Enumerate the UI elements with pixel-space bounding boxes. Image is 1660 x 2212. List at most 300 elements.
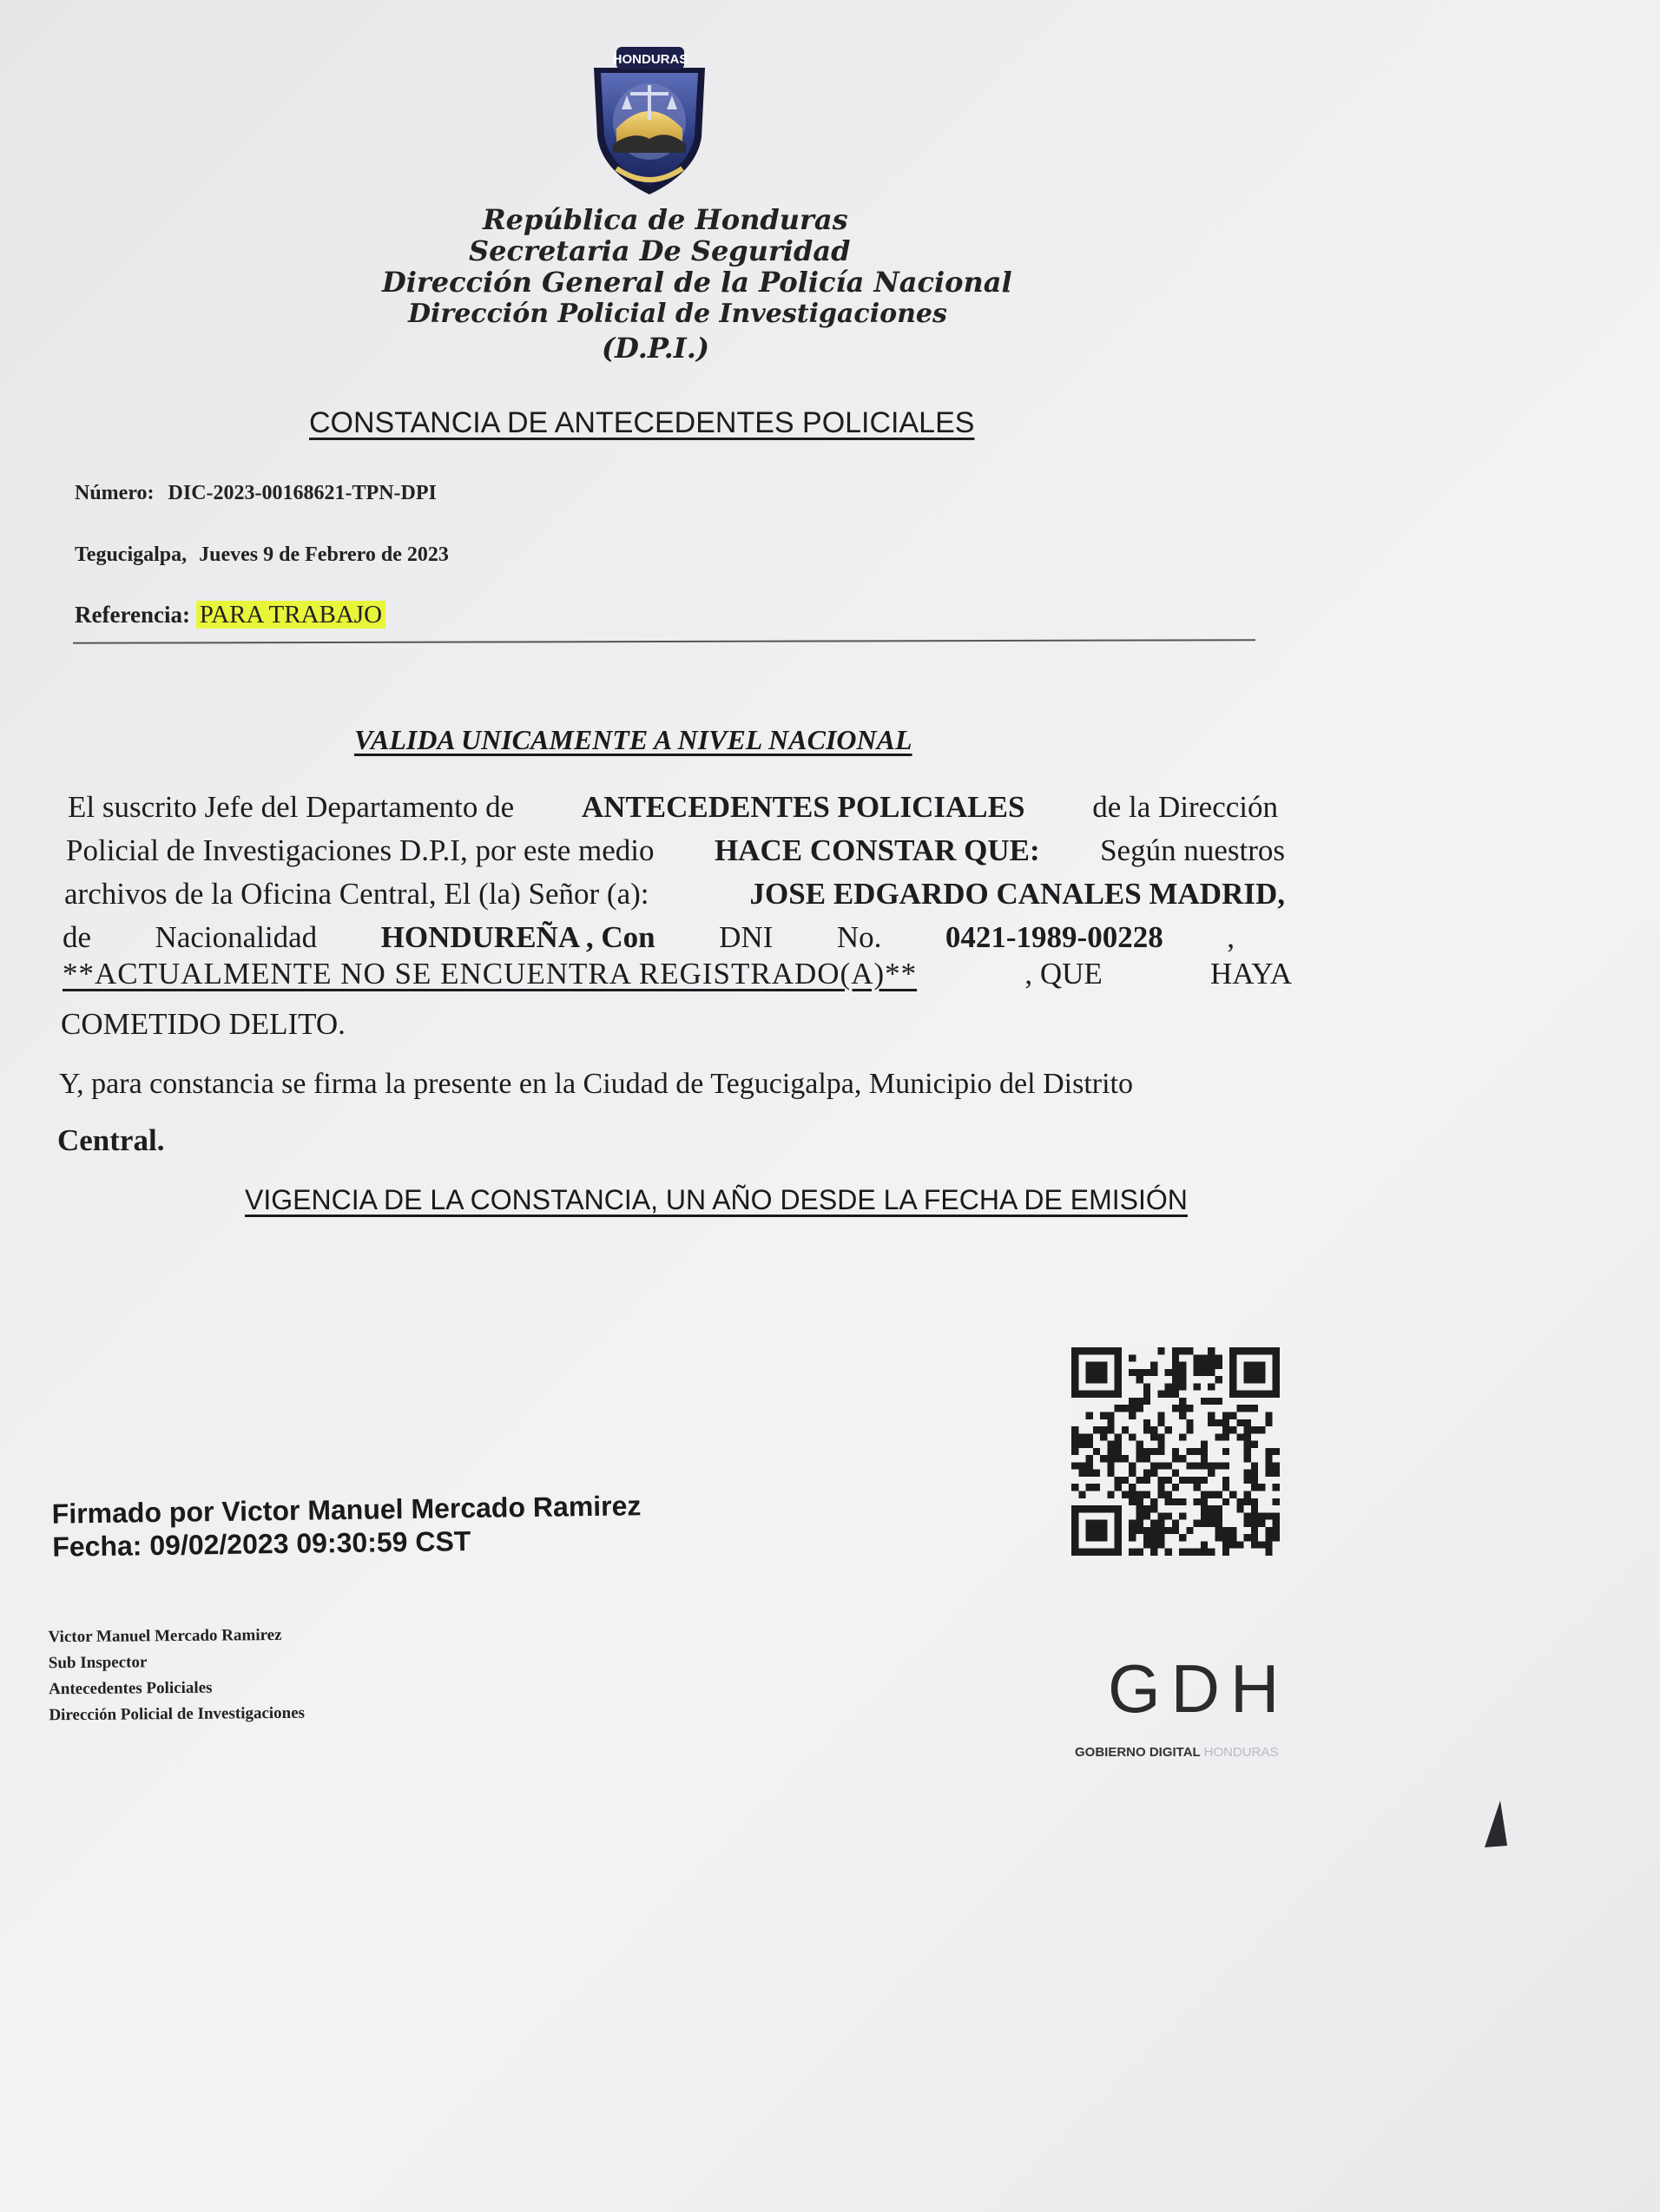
- qr-module: [1078, 1491, 1085, 1498]
- qr-module: [1165, 1498, 1172, 1505]
- qr-module: [1215, 1354, 1222, 1361]
- qr-module: [1265, 1549, 1272, 1556]
- qr-module: [1071, 1462, 1078, 1469]
- qr-module: [1179, 1549, 1186, 1556]
- qr-module: [1215, 1462, 1222, 1469]
- nationality: HONDUREÑA , Con: [380, 920, 655, 954]
- qr-module: [1265, 1448, 1272, 1455]
- gdh-sub-a: GOBIERNO DIGITAL: [1075, 1745, 1201, 1760]
- qr-module: [1179, 1369, 1186, 1376]
- qr-module: [1244, 1405, 1251, 1412]
- body-text: , QUE: [1024, 957, 1103, 991]
- qr-module: [1208, 1505, 1215, 1512]
- qr-module: [1194, 1383, 1201, 1390]
- qr-module: [1179, 1498, 1186, 1505]
- qr-module: [1172, 1369, 1179, 1376]
- qr-module: [1265, 1462, 1272, 1469]
- qr-module: [1194, 1462, 1201, 1469]
- qr-module: [1194, 1520, 1201, 1527]
- qr-module: [1201, 1520, 1208, 1527]
- qr-module: [1150, 1527, 1157, 1534]
- qr-module: [1122, 1491, 1129, 1498]
- qr-module: [1194, 1354, 1201, 1361]
- qr-module: [1115, 1448, 1122, 1455]
- qr-module: [1071, 1441, 1078, 1448]
- qr-module: [1107, 1491, 1114, 1498]
- body-emphasis: ANTECEDENTES POLICIALES: [581, 790, 1025, 824]
- qr-module: [1222, 1412, 1229, 1419]
- qr-module: [1122, 1426, 1129, 1433]
- qr-module: [1157, 1391, 1164, 1398]
- qr-module: [1115, 1405, 1122, 1412]
- qr-module: [1229, 1491, 1236, 1498]
- header-secretaria: Secretaria De Seguridad: [469, 234, 851, 267]
- qr-module: [1251, 1477, 1258, 1484]
- qr-module: [1172, 1391, 1179, 1398]
- qr-module: [1273, 1484, 1280, 1491]
- qr-module: [1107, 1455, 1114, 1462]
- qr-module: [1179, 1455, 1186, 1462]
- qr-module: [1251, 1527, 1258, 1534]
- qr-module: [1201, 1462, 1208, 1469]
- qr-module: [1115, 1455, 1122, 1462]
- qr-module: [1265, 1534, 1272, 1541]
- qr-module: [1244, 1419, 1251, 1426]
- qr-module: [1129, 1354, 1136, 1361]
- qr-module: [1258, 1512, 1265, 1519]
- qr-module: [1215, 1419, 1222, 1426]
- qr-module: [1215, 1520, 1222, 1527]
- qr-module: [1078, 1433, 1085, 1440]
- separator-rule: [73, 639, 1255, 644]
- qr-module: [1172, 1520, 1179, 1527]
- qr-module: [1179, 1433, 1186, 1440]
- qr-module: [1086, 1462, 1093, 1469]
- qr-module: [1215, 1534, 1222, 1541]
- qr-module: [1165, 1477, 1172, 1484]
- signed-date: Fecha: 09/02/2023 09:30:59 CST: [52, 1525, 471, 1563]
- qr-module: [1150, 1505, 1157, 1512]
- qr-module: [1222, 1549, 1229, 1556]
- qr-module: [1208, 1412, 1215, 1419]
- qr-module: [1251, 1426, 1258, 1433]
- signer-rank: Sub Inspector: [48, 1653, 148, 1673]
- qr-module: [1086, 1441, 1093, 1448]
- qr-module: [1229, 1534, 1236, 1541]
- qr-module: [1208, 1549, 1215, 1556]
- qr-module: [1157, 1419, 1164, 1426]
- body-text: DNI: [719, 920, 774, 954]
- qr-module: [1258, 1484, 1265, 1491]
- body-text: El suscrito Jefe del Departamento de: [68, 790, 515, 824]
- qr-module: [1251, 1441, 1258, 1448]
- qr-module: [1208, 1520, 1215, 1527]
- signer-division: Dirección Policial de Investigaciones: [49, 1703, 306, 1725]
- qr-module: [1150, 1520, 1157, 1527]
- qr-module: [1100, 1412, 1107, 1419]
- qr-module: [1157, 1347, 1164, 1354]
- qr-module: [1265, 1419, 1272, 1426]
- qr-module: [1172, 1484, 1179, 1491]
- qr-module: [1215, 1362, 1222, 1369]
- qr-module: [1251, 1484, 1258, 1491]
- qr-module: [1129, 1520, 1136, 1527]
- qr-module: [1215, 1376, 1222, 1383]
- qr-module: [1157, 1448, 1164, 1455]
- qr-module: [1100, 1433, 1107, 1440]
- qr-module: [1172, 1470, 1179, 1477]
- qr-module: [1157, 1477, 1164, 1484]
- qr-module: [1265, 1527, 1272, 1534]
- emblem-text: HONDURAS: [612, 52, 688, 67]
- digital-signature: [52, 1489, 642, 1563]
- qr-module: [1107, 1448, 1114, 1455]
- qr-module: [1150, 1433, 1157, 1440]
- qr-module: [1157, 1412, 1164, 1419]
- body-text: ,: [1227, 920, 1235, 954]
- qr-module: [1201, 1549, 1208, 1556]
- qr-module: [1093, 1484, 1100, 1491]
- qr-module: [1172, 1448, 1179, 1455]
- qr-module: [1208, 1470, 1215, 1477]
- qr-module: [1251, 1512, 1258, 1519]
- qr-module: [1143, 1541, 1150, 1548]
- qr-module: [1208, 1354, 1215, 1361]
- qr-module: [1086, 1433, 1093, 1440]
- qr-module: [1194, 1362, 1201, 1369]
- qr-module: [1236, 1419, 1243, 1426]
- qr-module: [1194, 1549, 1201, 1556]
- numero-label: Número:: [75, 482, 155, 504]
- qr-module: [1157, 1534, 1164, 1541]
- qr-module: [1143, 1448, 1150, 1455]
- qr-module: [1265, 1412, 1272, 1419]
- qr-module: [1136, 1498, 1143, 1505]
- qr-module: [1129, 1534, 1136, 1541]
- header-republic: República de Honduras: [483, 203, 848, 236]
- body-line-2: [66, 833, 1285, 868]
- qr-module: [1179, 1534, 1186, 1541]
- qr-module: [1086, 1412, 1093, 1419]
- qr-module: [1165, 1426, 1172, 1433]
- qr-module: [1136, 1505, 1143, 1512]
- qr-module: [1136, 1527, 1143, 1534]
- qr-module: [1165, 1369, 1172, 1376]
- qr-module: [1150, 1426, 1157, 1433]
- qr-module: [1201, 1541, 1208, 1548]
- qr-module: [1136, 1491, 1143, 1498]
- qr-module: [1273, 1448, 1280, 1455]
- qr-module: [1215, 1512, 1222, 1519]
- qr-module: [1236, 1505, 1243, 1512]
- qr-module: [1129, 1405, 1136, 1412]
- qr-module: [1229, 1541, 1236, 1548]
- qr-module: [1136, 1376, 1143, 1383]
- qr-module: [1143, 1512, 1150, 1519]
- body-emphasis: HACE CONSTAR QUE:: [714, 833, 1040, 867]
- qr-module: [1236, 1498, 1243, 1505]
- qr-module: [1165, 1491, 1172, 1498]
- qr-module: [1129, 1470, 1136, 1477]
- qr-module: [1136, 1369, 1143, 1376]
- qr-module: [1157, 1462, 1164, 1469]
- body-line-6: COMETIDO DELITO.: [61, 1007, 346, 1041]
- qr-module: [1172, 1498, 1179, 1505]
- qr-module: [1201, 1512, 1208, 1519]
- qr-module: [1107, 1426, 1114, 1433]
- signer-name: Victor Manuel Mercado Ramirez: [48, 1625, 282, 1647]
- qr-module: [1244, 1512, 1251, 1519]
- qr-module: [1115, 1441, 1122, 1448]
- body-text: Policial de Investigaciones D.P.I, por este medio: [66, 833, 655, 867]
- qr-module: [1093, 1448, 1100, 1455]
- qr-module: [1222, 1462, 1229, 1469]
- qr-module: [1143, 1505, 1150, 1512]
- qr-module: [1186, 1347, 1193, 1354]
- qr-module: [1201, 1369, 1208, 1376]
- qr-module: [1222, 1419, 1229, 1426]
- qr-module: [1222, 1426, 1229, 1433]
- qr-module: [1215, 1491, 1222, 1498]
- qr-module: [1208, 1491, 1215, 1498]
- qr-module: [1143, 1369, 1150, 1376]
- qr-module: [1244, 1520, 1251, 1527]
- qr-module: [1143, 1534, 1150, 1541]
- qr-module: [1251, 1405, 1258, 1412]
- body-line-5: [63, 957, 1292, 991]
- qr-module: [1201, 1477, 1208, 1484]
- qr-module: [1186, 1462, 1193, 1469]
- qr-module: [1251, 1505, 1258, 1512]
- qr-module: [1143, 1391, 1150, 1398]
- body-line-3: [64, 877, 1285, 912]
- qr-module: [1179, 1362, 1186, 1369]
- qr-module: [1244, 1498, 1251, 1505]
- qr-module: [1129, 1369, 1136, 1376]
- qr-module: [1122, 1405, 1129, 1412]
- qr-module: [1201, 1398, 1208, 1405]
- qr-module: [1136, 1549, 1143, 1556]
- qr-module: [1129, 1398, 1136, 1405]
- closing-line-2: Central.: [57, 1123, 165, 1157]
- qr-module: [1179, 1376, 1186, 1383]
- qr-module: [1179, 1412, 1186, 1419]
- qr-module: [1201, 1448, 1208, 1455]
- qr-module: [1179, 1512, 1186, 1519]
- qr-module: [1150, 1462, 1157, 1469]
- corner-mark: [1481, 1801, 1511, 1849]
- gdh-logo: GDH: [1108, 1650, 1290, 1727]
- qr-module: [1186, 1477, 1193, 1484]
- qr-module: [1229, 1426, 1236, 1433]
- qr-module: [1136, 1405, 1143, 1412]
- qr-module: [1208, 1383, 1215, 1390]
- dni-number: 0421-1989-00228: [945, 920, 1163, 954]
- qr-module: [1201, 1491, 1208, 1498]
- qr-module: [1222, 1534, 1229, 1541]
- qr-module: [1273, 1534, 1280, 1541]
- qr-module: [1265, 1512, 1272, 1519]
- qr-module: [1244, 1491, 1251, 1498]
- body-text: No.: [836, 920, 882, 954]
- header-direccion-general: Dirección General de la Policía Nacional: [382, 266, 1012, 299]
- qr-module: [1157, 1527, 1164, 1534]
- qr-module: [1179, 1347, 1186, 1354]
- header-direccion-policial: Dirección Policial de Investigaciones: [408, 299, 947, 329]
- qr-module: [1215, 1433, 1222, 1440]
- qr-module: [1136, 1455, 1143, 1462]
- qr-module: [1100, 1426, 1107, 1433]
- vigencia-note: VIGENCIA DE LA CONSTANCIA, UN AÑO DESDE LA FECHA DE EMISIÓN: [245, 1184, 1188, 1215]
- referencia-line: [75, 601, 385, 629]
- qr-module: [1165, 1383, 1172, 1390]
- qr-module: [1208, 1419, 1215, 1426]
- qr-module: [1086, 1455, 1093, 1462]
- gdh-sub-b: HONDURAS: [1203, 1745, 1279, 1760]
- qr-module: [1208, 1398, 1215, 1405]
- qr-module: [1265, 1470, 1272, 1477]
- qr-module: [1136, 1520, 1143, 1527]
- document-title: CONSTANCIA DE ANTECEDENTES POLICIALES: [309, 406, 975, 439]
- qr-module: [1194, 1498, 1201, 1505]
- qr-module: [1265, 1541, 1272, 1548]
- qr-module: [1172, 1376, 1179, 1383]
- qr-module: [1172, 1347, 1179, 1354]
- qr-module: [1143, 1383, 1150, 1390]
- qr-module: [1194, 1448, 1201, 1455]
- body-text: Nacionalidad: [155, 920, 318, 954]
- qr-module: [1071, 1484, 1078, 1491]
- qr-module: [1157, 1484, 1164, 1491]
- body-line-4: [63, 920, 1235, 955]
- qr-module: [1251, 1541, 1258, 1548]
- qr-module: [1157, 1512, 1164, 1519]
- qr-module: [1229, 1412, 1236, 1419]
- qr-module: [1165, 1391, 1172, 1398]
- qr-module: [1258, 1541, 1265, 1548]
- qr-module: [1194, 1477, 1201, 1484]
- date-line: [75, 543, 449, 567]
- qr-module: [1244, 1477, 1251, 1484]
- qr-module: [1143, 1426, 1150, 1433]
- qr-code: [1071, 1344, 1280, 1559]
- qr-module: [1244, 1441, 1251, 1448]
- qr-module: [1150, 1448, 1157, 1455]
- qr-module: [1186, 1426, 1193, 1433]
- qr-module: [1194, 1484, 1201, 1491]
- signer-dept: Antecedentes Policiales: [49, 1678, 213, 1699]
- qr-module: [1236, 1541, 1243, 1548]
- qr-module: [1136, 1512, 1143, 1519]
- qr-module: [1143, 1477, 1150, 1484]
- closing-line-1: Y, para constancia se firma la presente en la Ciudad de Tegucigalpa, Municipio del Distrito: [59, 1068, 1133, 1100]
- qr-module: [1201, 1354, 1208, 1361]
- qr-module: [1236, 1433, 1243, 1440]
- numero-value: DIC-2023-00168621-TPN-DPI: [168, 482, 437, 504]
- qr-module: [1179, 1383, 1186, 1390]
- qr-module: [1122, 1455, 1129, 1462]
- honduras-police-emblem: [582, 42, 717, 198]
- qr-module: [1201, 1498, 1208, 1505]
- qr-module: [1222, 1527, 1229, 1534]
- qr-module: [1201, 1455, 1208, 1462]
- qr-module: [1251, 1534, 1258, 1541]
- qr-module: [1150, 1549, 1157, 1556]
- qr-module: [1186, 1549, 1193, 1556]
- qr-module: [1078, 1441, 1085, 1448]
- body-text: de la Dirección: [1092, 790, 1278, 824]
- qr-module: [1086, 1484, 1093, 1491]
- header-dpi: (D.P.I.): [601, 332, 710, 365]
- qr-module: [1129, 1433, 1136, 1440]
- qr-module: [1115, 1477, 1122, 1484]
- date-value: Jueves 9 de Febrero de 2023: [199, 543, 449, 566]
- qr-module: [1165, 1527, 1172, 1534]
- qr-module: [1244, 1448, 1251, 1455]
- qr-module: [1273, 1527, 1280, 1534]
- qr-module: [1179, 1398, 1186, 1405]
- qr-module: [1222, 1498, 1229, 1505]
- qr-module: [1265, 1455, 1272, 1462]
- qr-module: [1172, 1362, 1179, 1369]
- qr-module: [1244, 1470, 1251, 1477]
- qr-module: [1165, 1549, 1172, 1556]
- qr-module: [1129, 1484, 1136, 1491]
- qr-module: [1258, 1426, 1265, 1433]
- qr-module: [1251, 1462, 1258, 1469]
- qr-module: [1122, 1477, 1129, 1484]
- qr-module: [1115, 1433, 1122, 1440]
- qr-module: [1208, 1512, 1215, 1519]
- qr-module: [1143, 1419, 1150, 1426]
- qr-module: [1157, 1433, 1164, 1440]
- qr-module: [1273, 1512, 1280, 1519]
- qr-module: [1107, 1441, 1114, 1448]
- qr-module: [1208, 1362, 1215, 1369]
- person-name: JOSE EDGARDO CANALES MADRID,: [749, 877, 1285, 911]
- qr-module: [1157, 1441, 1164, 1448]
- qr-module: [1150, 1534, 1157, 1541]
- qr-module: [1222, 1541, 1229, 1548]
- qr-module: [1136, 1448, 1143, 1455]
- qr-module: [1179, 1477, 1186, 1484]
- qr-module: [1143, 1491, 1150, 1498]
- qr-module: [1215, 1505, 1222, 1512]
- qr-module: [1172, 1455, 1179, 1462]
- valida-heading: VALIDA UNICAMENTE A NIVEL NACIONAL: [354, 724, 912, 755]
- qr-module: [1186, 1405, 1193, 1412]
- qr-module: [1172, 1405, 1179, 1412]
- signer-details: [48, 1623, 305, 1729]
- qr-module: [1150, 1362, 1157, 1369]
- qr-module: [1236, 1405, 1243, 1412]
- qr-module: [1143, 1527, 1150, 1534]
- body-line-1: [68, 790, 1278, 825]
- qr-module: [1129, 1549, 1136, 1556]
- qr-module: [1078, 1462, 1085, 1469]
- referencia-value: PARA TRABAJO: [196, 601, 385, 629]
- qr-module: [1215, 1527, 1222, 1534]
- qr-module: [1136, 1398, 1143, 1405]
- qr-module: [1129, 1498, 1136, 1505]
- qr-module: [1165, 1462, 1172, 1469]
- qr-module: [1150, 1498, 1157, 1505]
- qr-module: [1201, 1362, 1208, 1369]
- qr-module: [1157, 1541, 1164, 1548]
- qr-module: [1093, 1426, 1100, 1433]
- qr-module: [1251, 1498, 1258, 1505]
- qr-module: [1273, 1470, 1280, 1477]
